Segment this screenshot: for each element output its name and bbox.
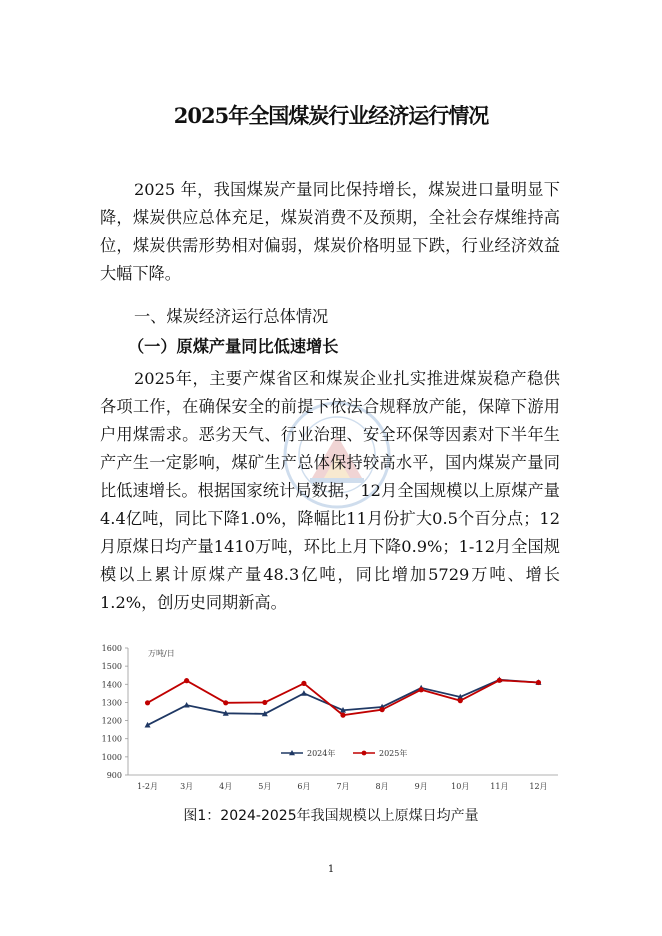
y-tick-label: 1300 — [101, 698, 122, 708]
x-tick-label: 5月 — [258, 782, 272, 791]
series-line-0 — [148, 680, 539, 725]
x-tick-label: 11月 — [490, 782, 509, 791]
legend-label: 2025年 — [379, 749, 408, 758]
x-tick-label: 10月 — [451, 782, 470, 791]
data-point — [184, 678, 189, 683]
y-tick-label: 900 — [106, 771, 122, 780]
data-point — [497, 678, 502, 683]
daily-output-line-chart — [96, 640, 566, 800]
body-paragraph — [100, 365, 560, 617]
data-point — [301, 681, 306, 686]
data-point — [379, 707, 384, 712]
x-tick-label: 7月 — [336, 782, 350, 791]
y-tick-label: 1200 — [101, 716, 122, 726]
y-tick-label: 1500 — [101, 662, 122, 672]
x-tick-label: 8月 — [375, 782, 389, 791]
x-tick-label: 1-2月 — [137, 782, 158, 791]
legend-marker — [362, 751, 367, 756]
y-unit-label: 万吨/日 — [148, 649, 175, 658]
legend-label: 2024年 — [307, 749, 336, 758]
section-heading: 一、煤炭经济运行总体情况 — [134, 307, 329, 326]
body-text: 2025年，主要产煤省区和煤炭企业扎实推进煤炭稳产稳供各项工作，在确保安全的前提下依法合规释放产能，保障下游用户用煤需求。恶劣天气、行业治理、安全环保等因素对下半年生产产生一定影响，煤矿生产总体保持较高水平，国内煤炭产量同比低速增长。根据国家统计局数据，12月全国规模以上原煤产量4.4亿吨，同比下降1.0%，降幅比11月份扩大0.5个百分点；12月原煤日均产量1410万吨，环比上月下降0.9%；1-12月全国规模以上累计原煤产量48.3亿吨，同比增加5729万吨、增长1.2%，创历史同期新高。 — [100, 369, 560, 612]
intro-text: 2025 年，我国煤炭产量同比保持增长，煤炭进口量明显下降，煤炭供应总体充足，煤炭消费不及预期，全社会存煤维持高位，煤炭供需形势相对偏弱，煤炭价格明显下跌，行业经济效益大幅下降。 — [100, 180, 560, 283]
x-tick-label: 6月 — [297, 782, 311, 791]
intro-paragraph — [100, 176, 560, 288]
y-tick-label: 1000 — [101, 752, 122, 762]
x-tick-label: 12月 — [529, 782, 548, 791]
data-point — [536, 680, 541, 685]
data-point — [301, 690, 307, 696]
document-title: 2025年全国煤炭行业经济运行情况 — [173, 103, 489, 128]
data-point — [458, 698, 463, 703]
x-tick-label: 3月 — [180, 782, 194, 791]
subsection-heading: （一）原煤产量同比低速增长 — [128, 337, 339, 356]
data-point — [340, 713, 345, 718]
y-tick-label: 1600 — [101, 644, 122, 653]
data-point — [223, 700, 228, 705]
figure-caption: 图1：2024-2025年我国规模以上原煤日均产量 — [183, 808, 479, 824]
data-point — [262, 700, 267, 705]
y-tick-label: 1400 — [101, 680, 122, 690]
x-tick-label: 9月 — [414, 782, 428, 791]
y-tick-label: 1100 — [101, 734, 122, 744]
x-tick-label: 4月 — [219, 782, 233, 791]
data-point — [145, 700, 150, 705]
page-number: 1 — [327, 864, 335, 875]
data-point — [419, 687, 424, 692]
